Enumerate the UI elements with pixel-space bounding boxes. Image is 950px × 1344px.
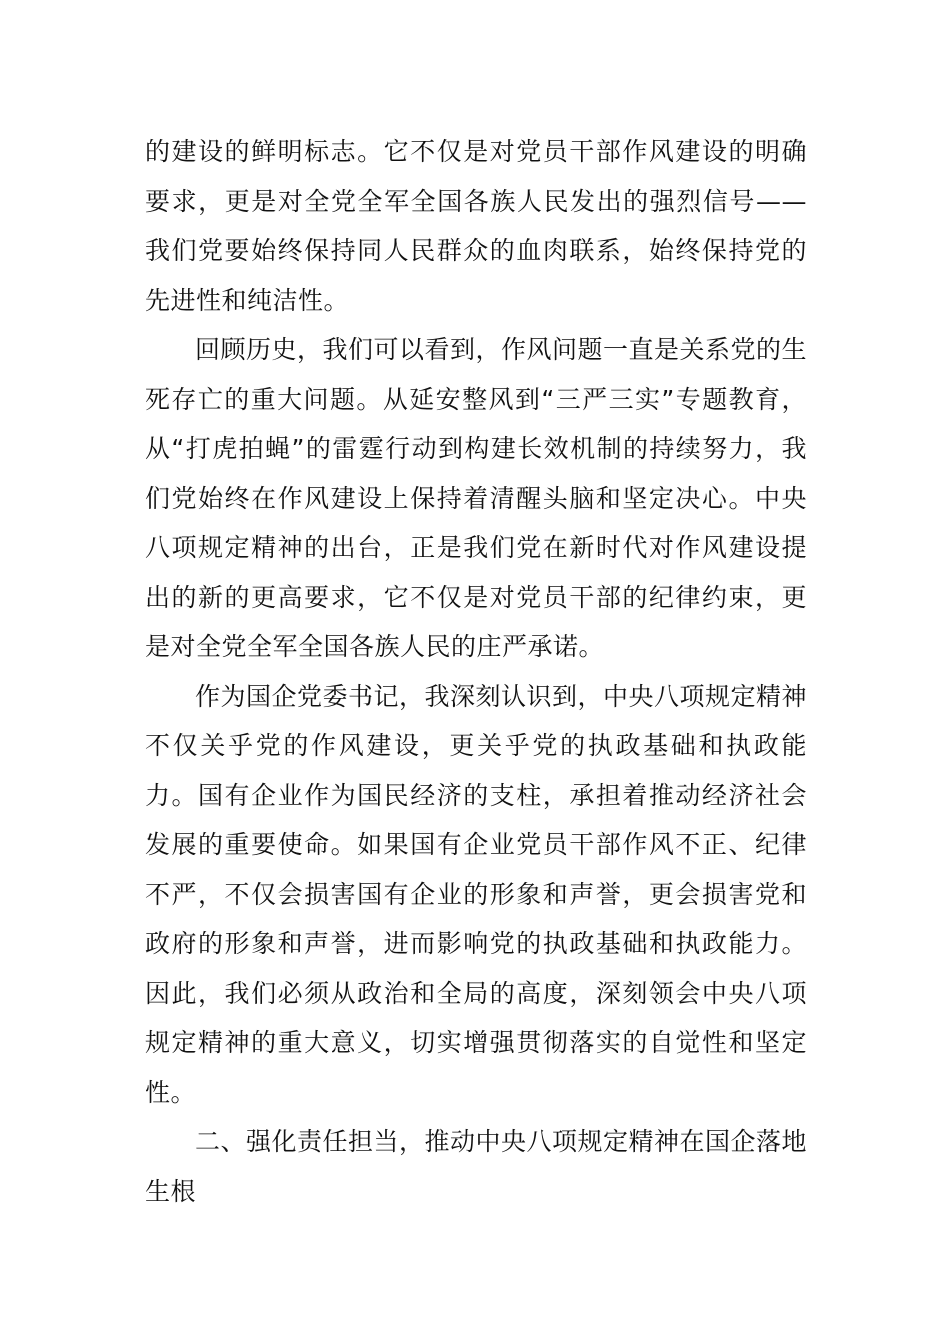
paragraph-history: 回顾历史，我们可以看到，作风问题一直是关系党的生死存亡的重大问题。从延安整风到“三严三实”专题教育，从“打虎拍蝇”的雷霆行动到构建长效机制的持续努力，我们党始终在作风建设上保持着清醒头脑和坚定决心。中央八项规定精神的出台，正是我们党在新时代对作风建设提出的新的更高要求，它不仅是对党员干部的纪律约束，更是对全党全军全国各族人民的庄严承诺。 — [145, 335, 808, 661]
section-heading-two: 二、强化责任担当，推动中央八项规定精神在国企落地生根 — [145, 1127, 808, 1206]
paragraph-continuation: 的建设的鲜明标志。它不仅是对党员干部作风建设的明确要求，更是对全党全军全国各族人民发出的强烈信号——我们党要始终保持同人民群众的血肉联系，始终保持党的先进性和纯洁性。 — [145, 137, 807, 315]
paragraph-soe-secretary: 作为国企党委书记，我深刻认识到，中央八项规定精神不仅关乎党的作风建设，更关乎党的执政基础和执政能力。国有企业作为国民经济的支柱，承担着推动经济社会发展的重要使命。如果国有企业党员干部作风不正、纪律不严，不仅会损害国有企业的形象和声誉，更会损害党和政府的形象和声誉，进而影响党的执政基础和执政能力。因此，我们必须从政治和全局的高度，深刻领会中央八项规定精神的重大意义，切实增强贯彻落实的自觉性和坚定性。 — [145, 681, 808, 1107]
document-body — [145, 127, 807, 1216]
